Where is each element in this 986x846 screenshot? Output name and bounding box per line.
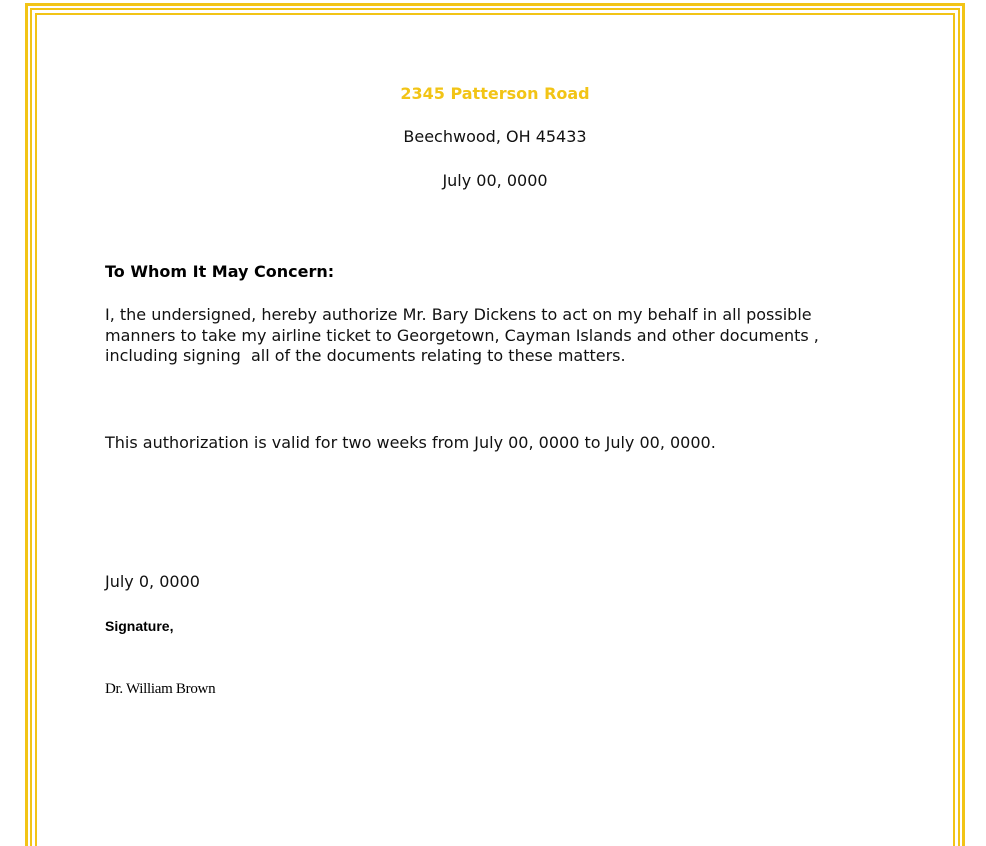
body-line-1: I, the undersigned, hereby authorize Mr. Bary Dickens to act on my behalf in all possible [105, 305, 812, 324]
street-address: 2345 Patterson Road [400, 84, 590, 103]
validity-statement: This authorization is valid for two weeks from July 00, 0000 to July 00, 0000. [105, 433, 716, 452]
body-line-3: including signing all of the documents relating to these matters. [105, 346, 626, 365]
signing-date: July 0, 0000 [105, 572, 200, 591]
city-state-zip: Beechwood, OH 45433 [403, 127, 587, 146]
letter-date: July 00, 0000 [442, 171, 548, 190]
body-line-2: manners to take my airline ticket to Georgetown, Cayman Islands and other documents , [105, 326, 819, 345]
signature-label: Signature, [105, 618, 174, 634]
signer-name: Dr. William Brown [105, 681, 216, 697]
salutation: To Whom It May Concern: [105, 262, 335, 281]
